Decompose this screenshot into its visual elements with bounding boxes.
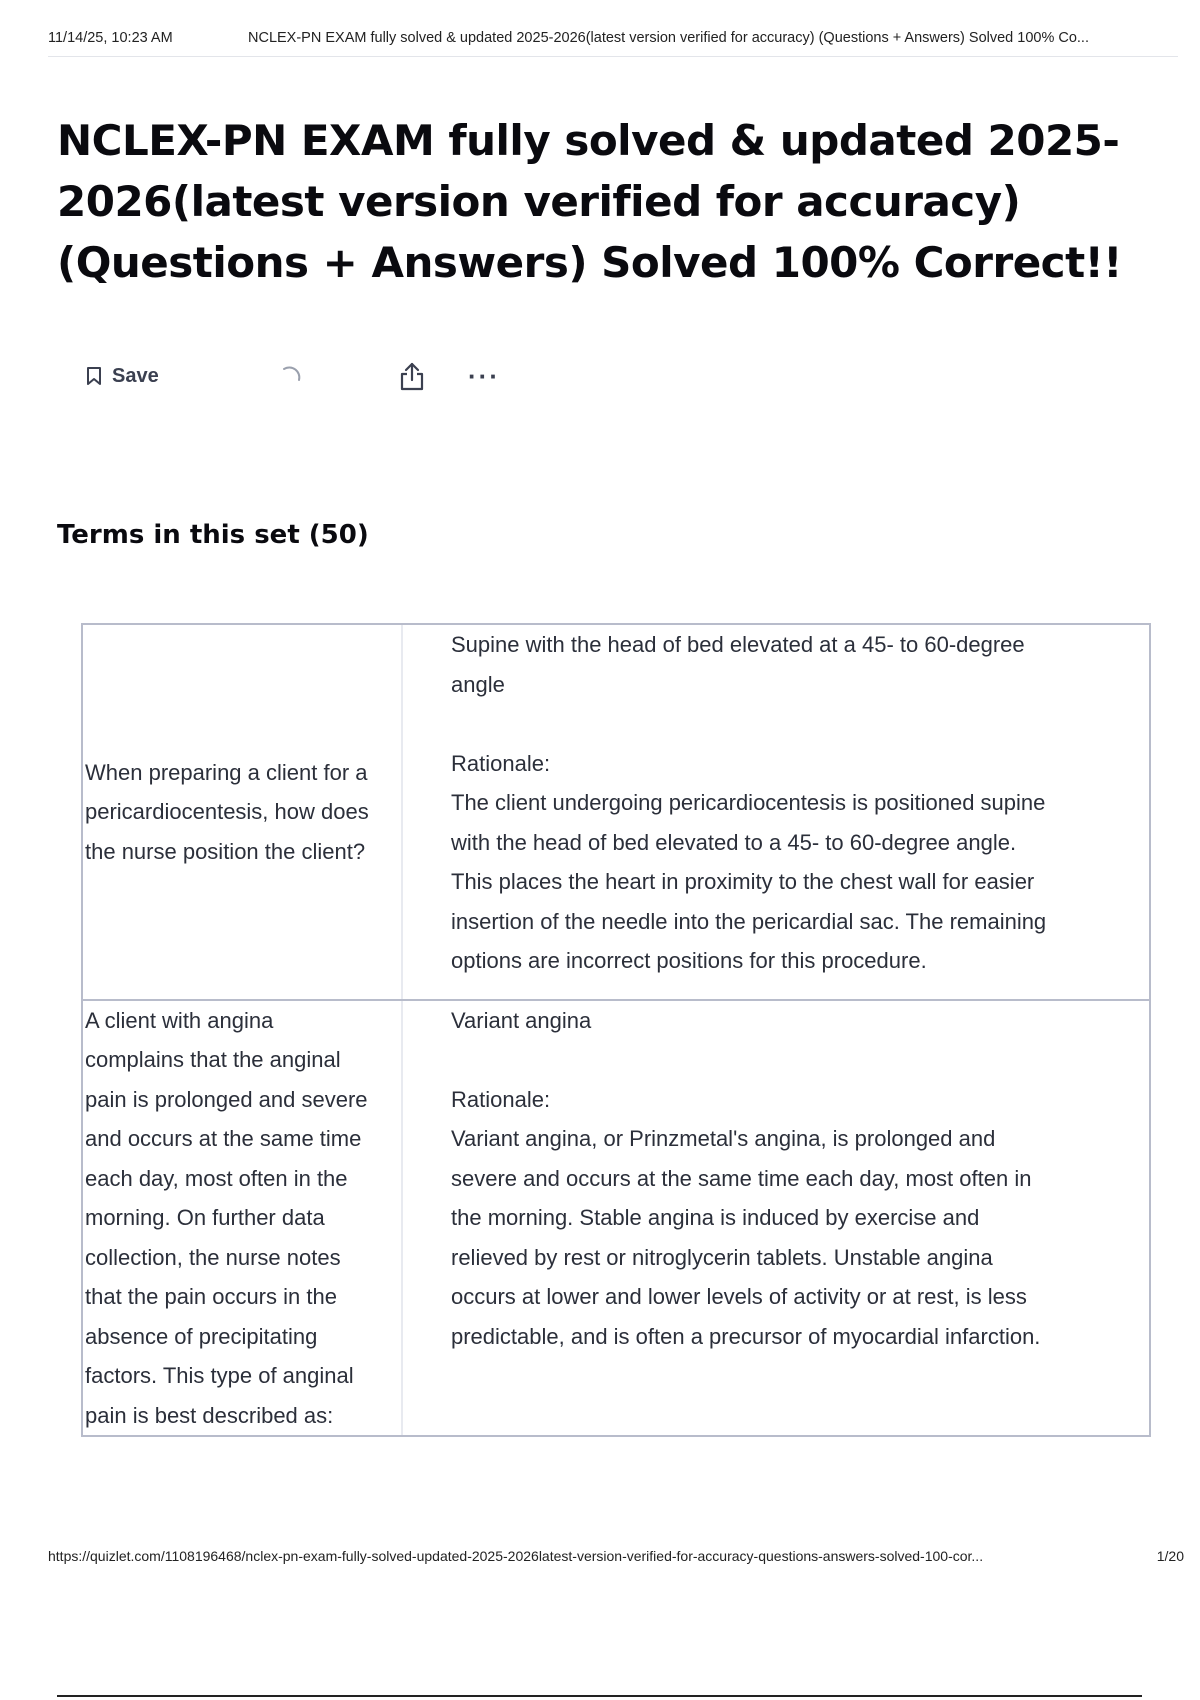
term-question: When preparing a client for a pericardiocentesis, how does the nurse position the client? [83,625,403,999]
spinner-icon [278,358,304,394]
divider [57,1695,1142,1697]
page-title: NCLEX-PN EXAM fully solved & updated 2025-2026(latest version verified for accuracy) (Questions + Answers) Solved 100% Correct!! [57,116,1122,287]
print-doc-title: NCLEX-PN EXAM fully solved & updated 2025-2026(latest version verified for accuracy) (Questions + Answers) Solved 100% Co... [248,30,1089,46]
rationale-text: Variant angina, or Prinzmetal's angina, is prolonged and severe and occurs at the same time each day, most often in the morning. Stable angina is induced by exercise and relieved by rest or nitroglycerin tablets. Unstable angina occurs at lower and lower levels of activity or at rest, is less predictable, and is often a precursor of myocardial infarction. [451,1126,1041,1349]
page-number: 1/20 [1156,1548,1184,1564]
share-button[interactable] [398,358,426,394]
term-definition [403,625,1149,999]
term-row [83,625,1149,999]
share-icon [398,360,426,392]
print-datetime: 11/14/25, 10:23 AM [48,30,173,46]
rationale-text: The client undergoing pericardiocentesis is positioned supine with the head of bed elevated to a 45- to 60-degree angle. This places the heart in proximity to the chest wall for easier insertion of the needle into the pericardial sac. The remaining options are incorrect positions for this procedure. [451,790,1047,973]
print-footer [48,1548,1184,1568]
more-options-button[interactable] [468,358,500,394]
bookmark-icon [86,366,102,386]
definition-answer: Variant angina [451,1007,592,1033]
print-header [48,28,1178,57]
terms-table [81,623,1151,1437]
terms-heading: Terms in this set (50) [57,520,369,550]
more-label: ··· [468,360,500,391]
save-button[interactable] [86,358,159,394]
save-label: Save [112,364,159,387]
term-row [83,999,1149,1436]
set-toolbar [80,358,540,394]
definition-answer: Supine with the head of bed elevated at a 45- to 60-degree angle [451,632,1025,697]
term-definition [403,1001,1149,1436]
rationale-label: Rationale: [451,1086,551,1112]
rationale-label: Rationale: [451,750,551,776]
term-question: A client with angina complains that the anginal pain is prolonged and severe and occurs at the same time each day, most often in the morning. On further data collection, the nurse notes that the pain occurs in the absence of precipitating factors. This type of anginal pain is best described as: [83,1001,403,1436]
print-url: https://quizlet.com/1108196468/nclex-pn-exam-fully-solved-updated-2025-2026latest-version-verified-for-accuracy-questions-answers-solved-100-cor... [48,1548,984,1564]
